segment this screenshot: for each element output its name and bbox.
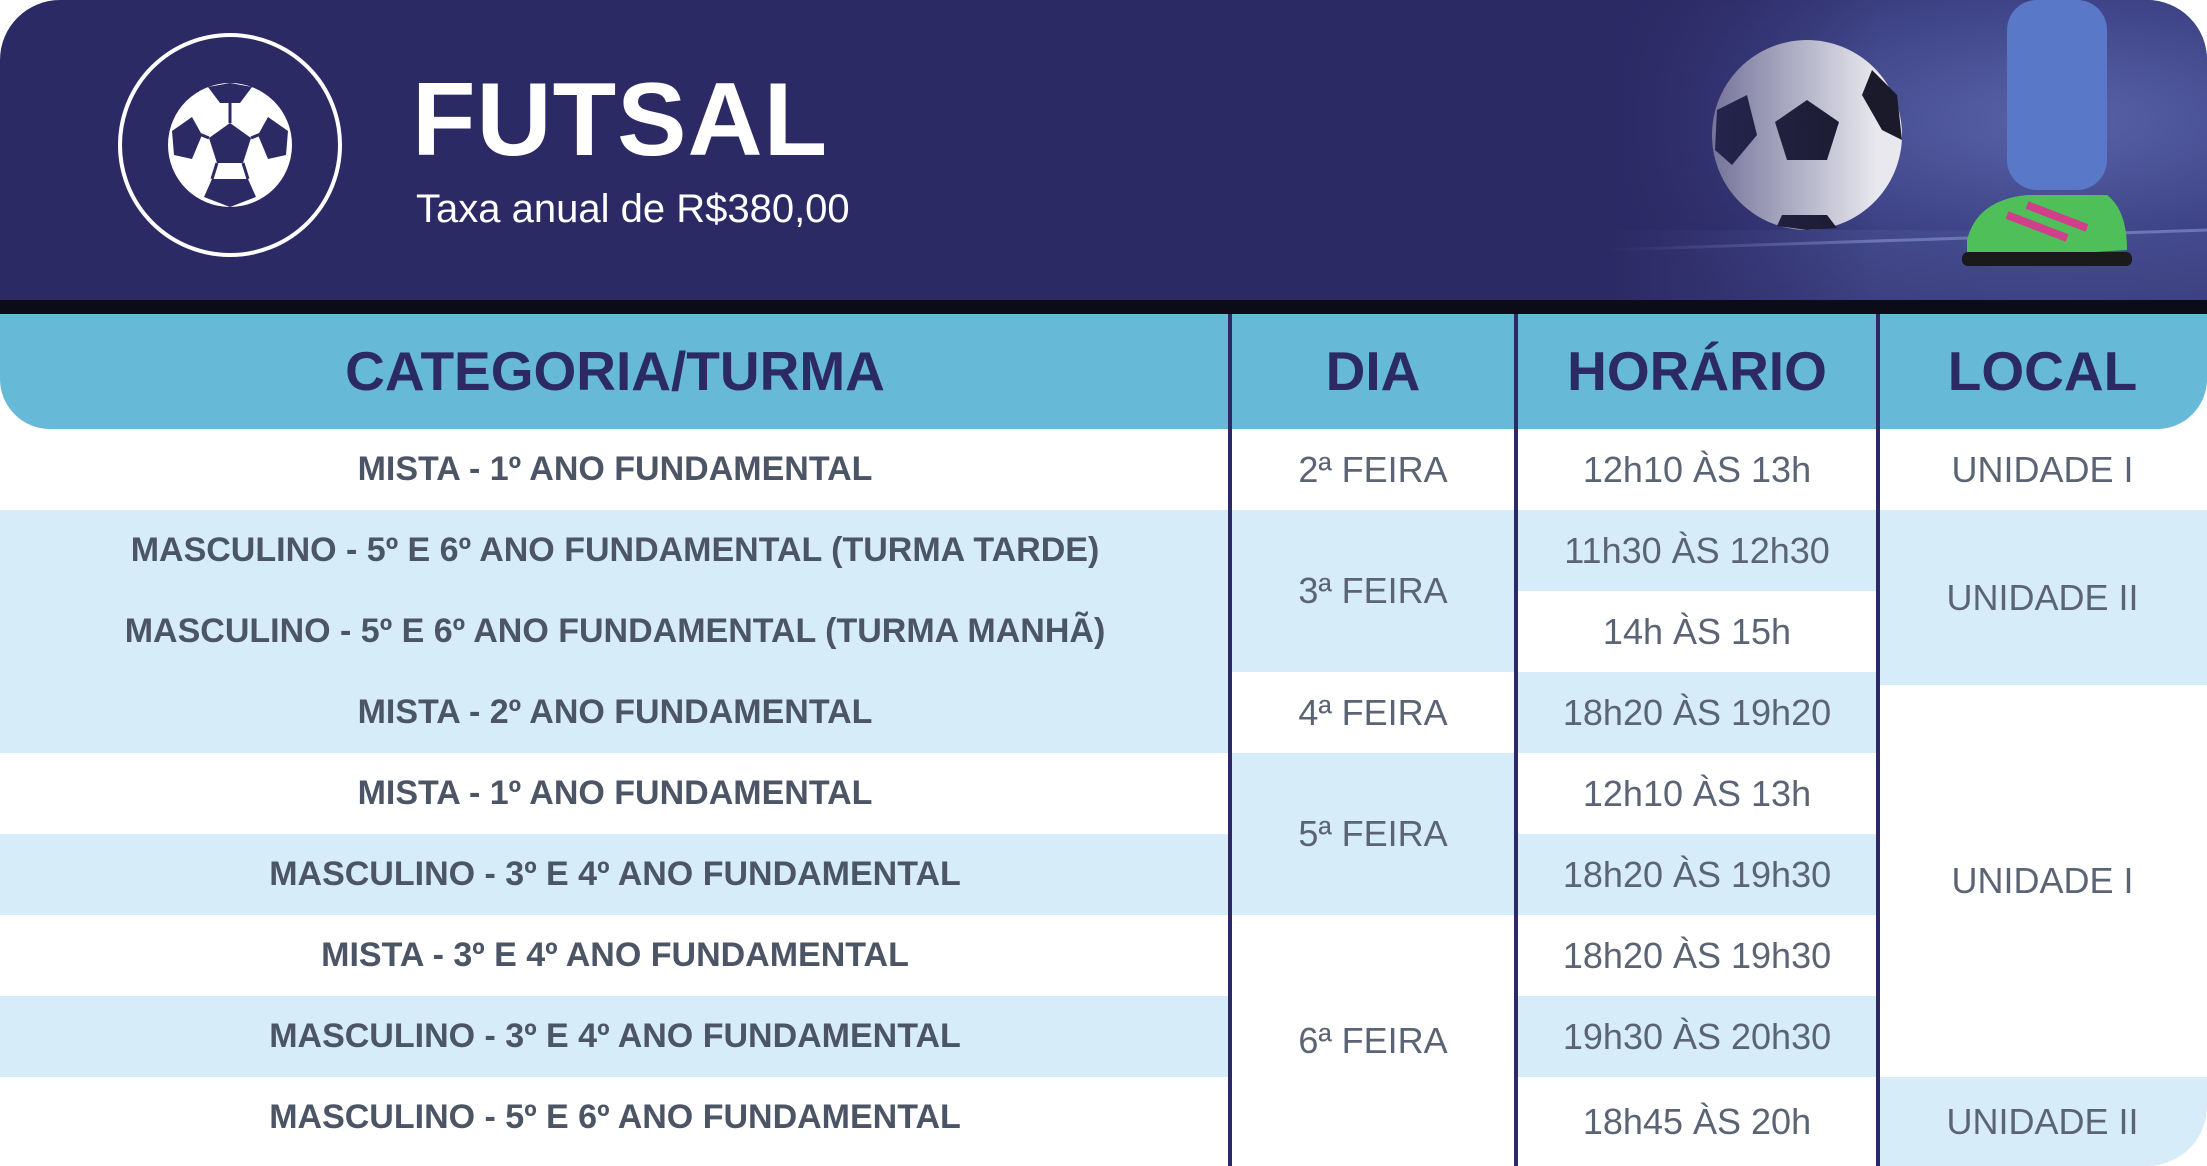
- time-cell: 18h20 ÀS 19h20: [1516, 672, 1878, 753]
- day-cell: 6ª FEIRA: [1230, 915, 1516, 1166]
- day-cell: 3ª FEIRA: [1230, 510, 1516, 672]
- column-divider: [1228, 314, 1232, 1166]
- time-cell: 11h30 ÀS 12h30: [1516, 510, 1878, 591]
- table-row: MASCULINO - 3º E 4º ANO FUNDAMENTAL: [0, 996, 1230, 1077]
- column-header-horario: HORÁRIO: [1567, 340, 1827, 402]
- table-row: MISTA - 1º ANO FUNDAMENTAL: [0, 429, 1230, 510]
- location-cell: UNIDADE I: [1878, 685, 2207, 1077]
- table-row: MASCULINO - 5º E 6º ANO FUNDAMENTAL: [0, 1077, 1230, 1166]
- time-cell: 19h30 ÀS 20h30: [1516, 996, 1878, 1077]
- column-header-dia: DIA: [1325, 340, 1421, 402]
- column-divider: [1876, 314, 1880, 1166]
- day-cell: 2ª FEIRA: [1230, 429, 1516, 510]
- table-row: MASCULINO - 5º E 6º ANO FUNDAMENTAL (TURMA MANHÃ): [0, 591, 1230, 672]
- time-cell: 18h45 ÀS 20h: [1516, 1077, 1878, 1166]
- time-cell: 14h ÀS 15h: [1516, 591, 1878, 672]
- time-cell: 18h20 ÀS 19h30: [1516, 915, 1878, 996]
- location-cell: UNIDADE II: [1878, 1077, 2207, 1166]
- location-cell: UNIDADE I: [1878, 429, 2207, 510]
- time-cell: 12h10 ÀS 13h: [1516, 753, 1878, 834]
- table-row: MISTA - 1º ANO FUNDAMENTAL: [0, 753, 1230, 834]
- logo-circle: [118, 33, 342, 257]
- annual-fee: Taxa anual de R$380,00: [416, 187, 850, 231]
- column-header-categoria: CATEGORIA/TURMA: [345, 340, 885, 402]
- table-row: MASCULINO - 5º E 6º ANO FUNDAMENTAL (TURMA TARDE): [0, 510, 1230, 591]
- time-cell: 12h10 ÀS 13h: [1516, 429, 1878, 510]
- soccer-ball-icon: [164, 79, 296, 211]
- table-row: MASCULINO - 3º E 4º ANO FUNDAMENTAL: [0, 834, 1230, 915]
- day-cell: 4ª FEIRA: [1230, 672, 1516, 753]
- header-banner: [0, 0, 2207, 300]
- table-row: MISTA - 2º ANO FUNDAMENTAL: [0, 672, 1230, 753]
- futsal-photo: [1607, 0, 2207, 300]
- time-cell: 18h20 ÀS 19h30: [1516, 834, 1878, 915]
- day-cell: 5ª FEIRA: [1230, 753, 1516, 915]
- column-header-local: LOCAL: [1947, 340, 2138, 402]
- column-divider: [1514, 314, 1518, 1166]
- table-row: MISTA - 3º E 4º ANO FUNDAMENTAL: [0, 915, 1230, 996]
- header-divider: [0, 300, 2207, 314]
- location-cell: UNIDADE II: [1878, 510, 2207, 685]
- page-title: FUTSAL: [412, 62, 829, 178]
